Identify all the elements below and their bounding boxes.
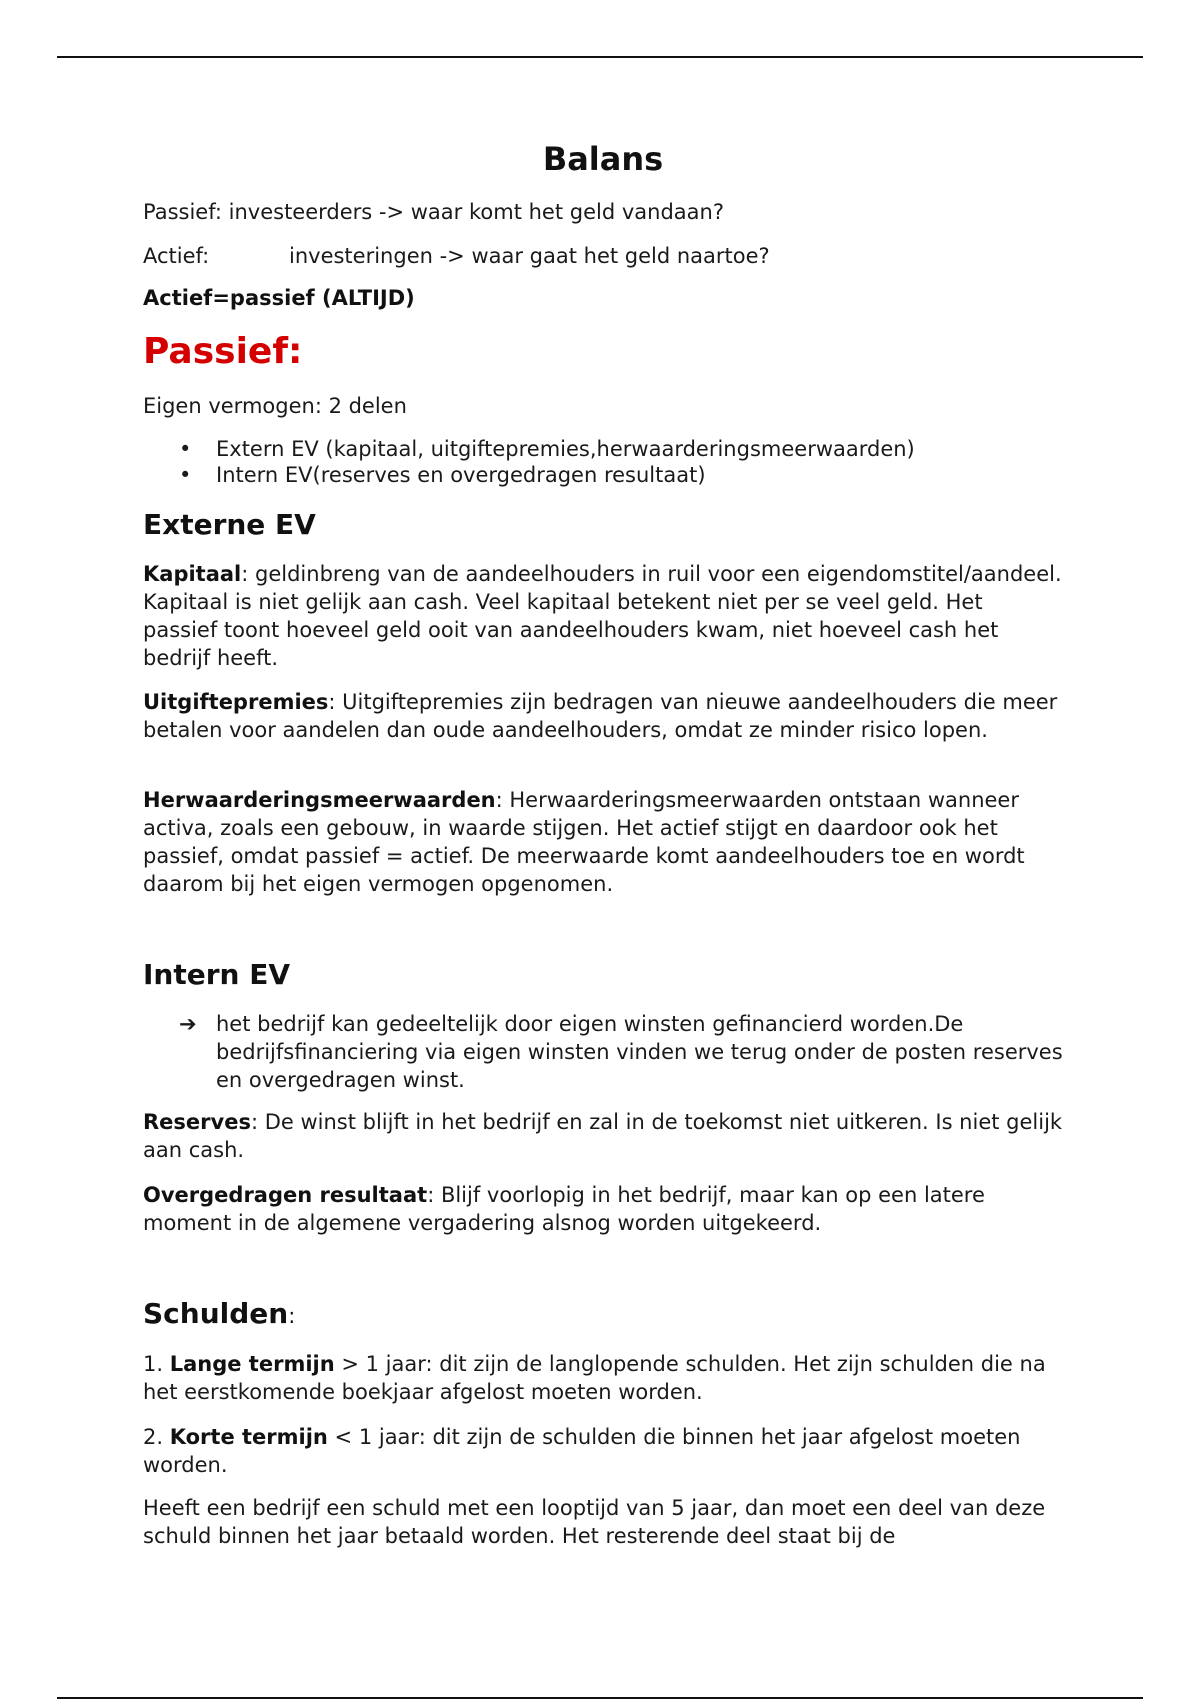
intern-ev-arrow-text: het bedrijf kan gedeeltelijk door eigen winsten gefinancierd worden.De bedrijfsfinanciering via eigen winsten vinden we terug onder de posten reserves en overgedragen winst.: [216, 1012, 1063, 1092]
bullet-icon: •: [179, 437, 192, 461]
herwaardering-text: : Herwaarderingsmeerwaarden ontstaan wanneer activa, zoals een gebouw, in waarde stijgen. Het actief stijgt en daardoor ook het passief, omdat passief = actief. De meerwaarde komt aandeelhouders toe en wordt daarom bij het eigen vermogen opgenomen.: [143, 788, 1025, 896]
list-item-text: Extern EV (kapitaal, uitgiftepremies,herwaarderingsmeerwaarden): [216, 437, 915, 461]
eigen-vermogen-list: [143, 436, 915, 488]
reserves-term: Reserves: [143, 1110, 251, 1134]
schulden-heading: [143, 1297, 295, 1330]
korte-termijn-term: Korte termijn: [169, 1425, 328, 1449]
passief-heading: Passief:: [143, 331, 303, 372]
page-title: Balans: [542, 140, 664, 178]
herwaardering-term: Herwaarderingsmeerwaarden: [143, 788, 496, 812]
externe-ev-heading: Externe EV: [143, 508, 316, 541]
lange-termijn-text: > 1 jaar: dit zijn de langlopende schulden. Het zijn schulden die na het eerstkomende boekjaar afgelost moeten worden.: [143, 1352, 1046, 1404]
uitgiftepremies-text: : Uitgiftepremies zijn bedragen van nieuwe aandeelhouders die meer betalen voor aandelen dan oude aandeelhouders, omdat ze minder risico lopen.: [143, 690, 1058, 742]
herwaardering-paragraph: [143, 786, 1063, 898]
kapitaal-text: : geldinbreng van de aandeelhouders in ruil voor een eigendomstitel/aandeel. Kapitaal is niet gelijk aan cash. Veel kapitaal betekent niet per se veel geld. Het passief toont hoeveel geld ooit van aandeelhouders kwam, niet hoeveel cash het bedrijf heeft.: [143, 562, 1062, 670]
overgedragen-text: : Blijf voorlopig in het bedrijf, maar kan op een latere moment in de algemene vergadering alsnog worden uitgekeerd.: [143, 1183, 985, 1235]
schulden-heading-text: Schulden: [143, 1297, 289, 1330]
korte-termijn-number: 2.: [143, 1425, 170, 1449]
intro-actief: [143, 242, 770, 270]
intro-actief-label: Actief:: [143, 244, 210, 268]
bullet-icon: •: [179, 463, 192, 487]
intern-ev-heading: Intern EV: [143, 958, 291, 991]
document-page: [143, 0, 1063, 1548]
overgedragen-term: Overgedragen resultaat: [143, 1183, 428, 1207]
overgedragen-paragraph: [143, 1181, 1063, 1237]
intern-ev-arrow-item: [143, 1010, 1063, 1094]
list-item: [143, 462, 915, 488]
uitgiftepremies-term: Uitgiftepremies: [143, 690, 329, 714]
list-item-text: Intern EV(reserves en overgedragen resultaat): [216, 463, 706, 487]
intro-passief-label: Passief:: [143, 200, 222, 224]
lange-termijn-number: 1.: [143, 1352, 170, 1376]
list-item: [143, 436, 915, 462]
kapitaal-term: Kapitaal: [143, 562, 242, 586]
lange-termijn-paragraph: [143, 1350, 1063, 1406]
eigen-vermogen-text: Eigen vermogen: 2 delen: [143, 394, 407, 418]
intro-passief-text: investeerders -> waar komt het geld vandaan?: [228, 200, 724, 224]
intro-actief-text: investeringen -> waar gaat het geld naartoe?: [289, 244, 770, 268]
arrow-right-icon: ➔: [179, 1012, 197, 1036]
bottom-rule: [57, 1697, 1143, 1699]
kapitaal-paragraph: [143, 560, 1063, 672]
uitgiftepremies-paragraph: [143, 688, 1063, 744]
reserves-paragraph: [143, 1108, 1063, 1164]
schulden-heading-colon: :: [288, 1304, 296, 1328]
korte-termijn-paragraph: [143, 1423, 1063, 1479]
lange-termijn-term: Lange termijn: [169, 1352, 335, 1376]
schulden-example-paragraph: Heeft een bedrijf een schuld met een looptijd van 5 jaar, dan moet een deel van deze schuld binnen het jaar betaald worden. Het resterende deel staat bij de: [143, 1496, 1046, 1548]
intro-passief: [143, 198, 724, 226]
reserves-text: : De winst blijft in het bedrijf en zal in de toekomst niet uitkeren. Is niet gelijk aan cash.: [143, 1110, 1063, 1162]
korte-termijn-text: < 1 jaar: dit zijn de schulden die binnen het jaar afgelost moeten worden.: [143, 1425, 1021, 1477]
balance-rule: Actief=passief (ALTIJD): [143, 286, 415, 310]
